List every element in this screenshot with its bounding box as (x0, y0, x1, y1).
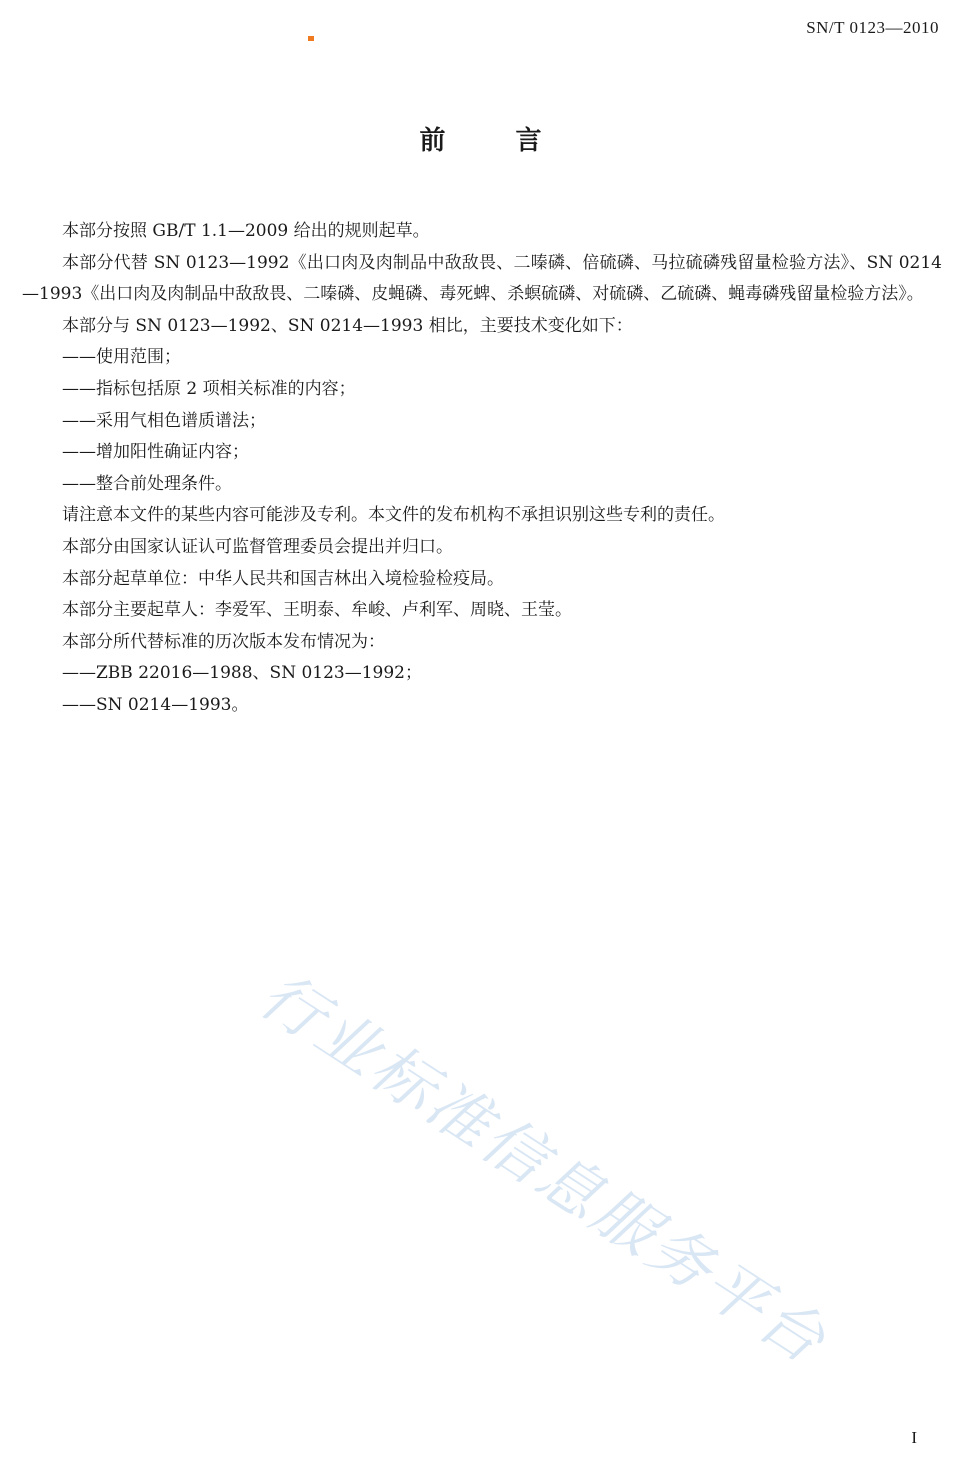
paragraph-drafting-rules: 本部分按照 GB/T 1.1—2009 给出的规则起草。 (62, 221, 430, 241)
page-title: 前言 (419, 126, 612, 156)
list-item-change: ——使用范围； (62, 347, 181, 368)
paragraph-proposer: 本部分由国家认证认可监督管理委员会提出并归口。 (62, 536, 453, 557)
page-number: I (911, 1428, 917, 1447)
paragraph-patent-notice: 请注意本文件的某些内容可能涉及专利。本文件的发布机构不承担识别这些专利的责任。 (62, 505, 725, 526)
foreword-body (22, 216, 942, 722)
list-item-history: ——ZBB 22016—1988、SN 0123—1992； (62, 663, 422, 684)
list-item-history: ——SN 0214—1993。 (62, 694, 249, 715)
paragraph-changes-intro: 本部分与 SN 0123—1992、SN 0214—1993 相比，主要技术变化如下： (62, 315, 633, 336)
list-item-change: ——整合前处理条件。 (62, 473, 232, 494)
watermark: 行业标准信息服务平台 (247, 958, 841, 1379)
paragraph-drafters: 本部分主要起草人：李爱军、王明泰、牟峻、卢利军、周晓、王莹。 (62, 600, 572, 621)
orange-mark (308, 36, 314, 41)
standard-code-header: SN/T 0123—2010 (806, 18, 939, 37)
list-item-change: ——指标包括原 2 项相关标准的内容； (62, 378, 356, 399)
list-item-change: ——增加阳性确证内容； (62, 442, 249, 463)
paragraph-history-intro: 本部分所代替标准的历次版本发布情况为： (62, 631, 385, 652)
paragraph-drafting-unit: 本部分起草单位：中华人民共和国吉林出入境检验检疫局。 (62, 568, 504, 589)
paragraph-replaces: 本部分代替 SN 0123—1992《出口肉及肉制品中敌敌畏、二嗪磷、倍硫磷、马拉硫磷残留量检验方法》、SN 0214—1993《出口肉及肉制品中敌敌畏、二嗪磷、皮蝇磷、毒死蜱、杀螟硫磷、对硫磷、乙硫磷、蝇毒磷残留量检验方法》。 (22, 252, 942, 305)
list-item-change: ——采用气相色谱质谱法； (62, 410, 266, 431)
